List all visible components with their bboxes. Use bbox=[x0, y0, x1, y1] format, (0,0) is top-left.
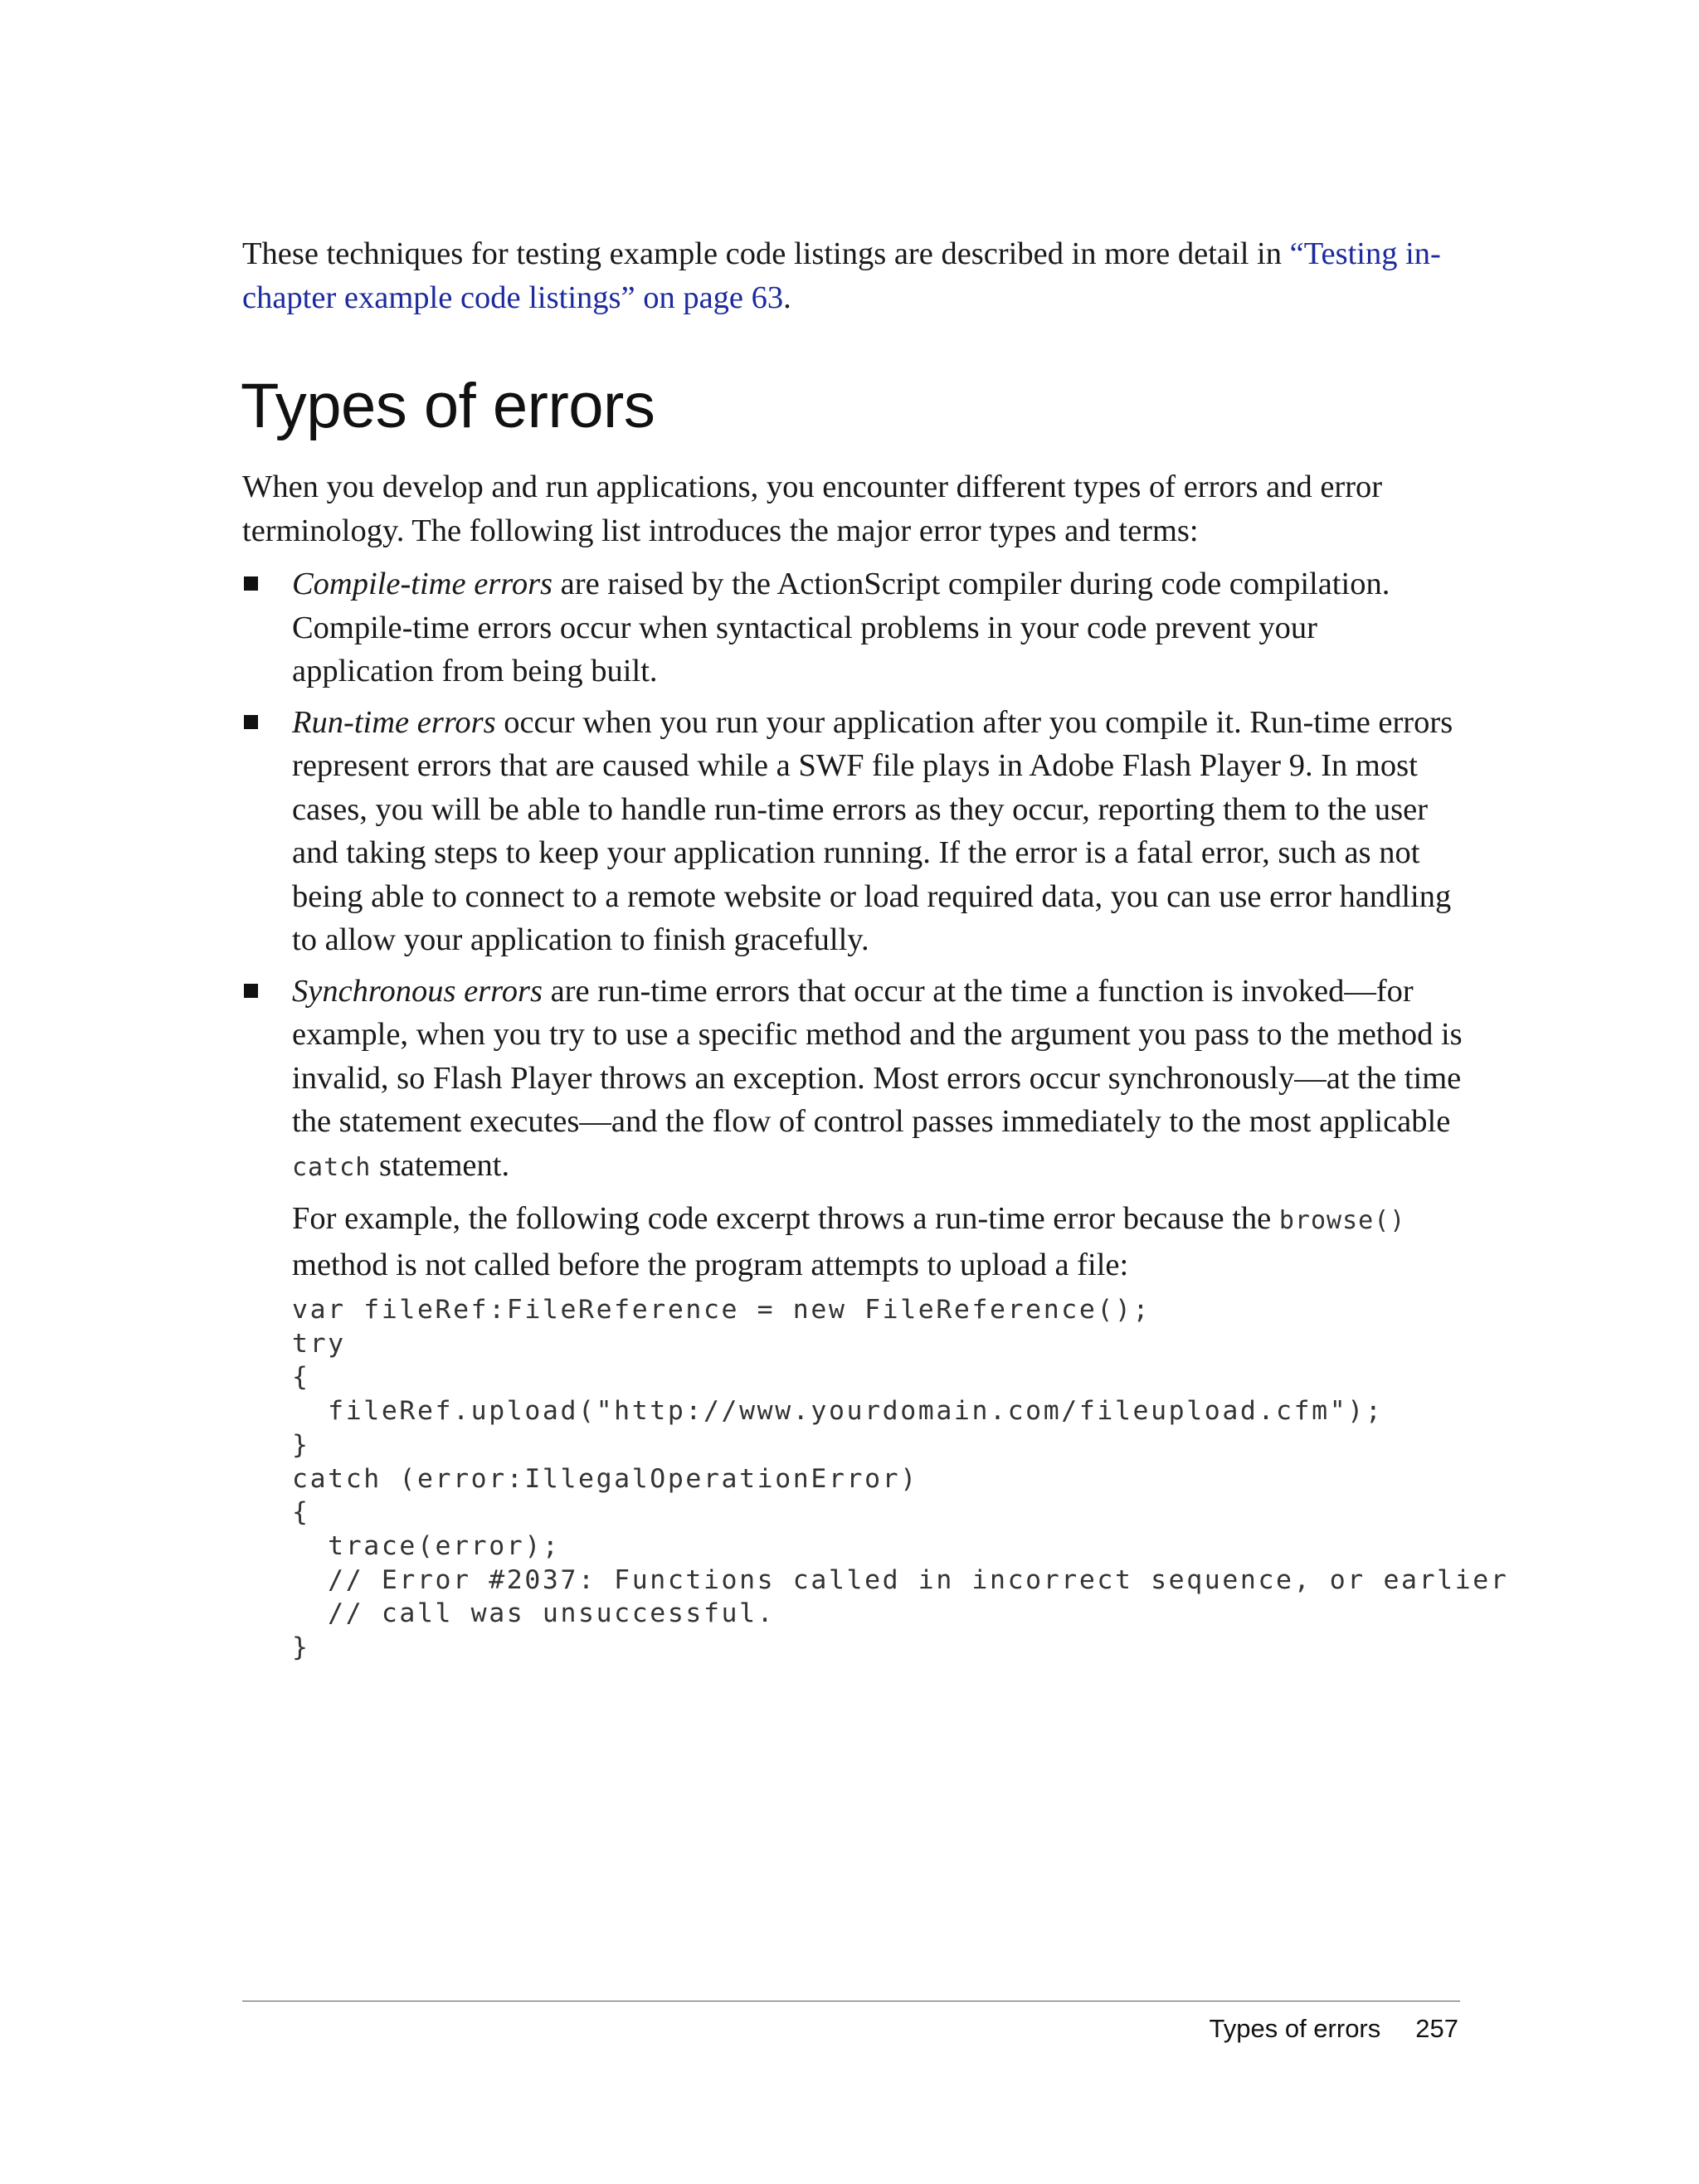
bullet-square-icon bbox=[244, 715, 258, 729]
code-line: // call was unsuccessful. bbox=[292, 1598, 776, 1629]
list-item-run-time bbox=[242, 701, 1463, 962]
example-end: method is not called before the program attempts to upload a file: bbox=[292, 1247, 1129, 1282]
list-item-synchronous bbox=[242, 970, 1509, 1665]
body-paragraph: When you develop and run applications, you encounter different types of errors and error terminology. The following list introduces the major error types and terms: bbox=[242, 469, 1383, 548]
code-line: } bbox=[292, 1429, 310, 1460]
bullet-square-icon bbox=[244, 576, 258, 591]
code-listing bbox=[292, 1293, 1509, 1665]
intro-end: . bbox=[783, 280, 791, 315]
code-line: catch (error:IllegalOperationError) bbox=[292, 1463, 918, 1494]
page-number: 257 bbox=[1415, 2014, 1458, 2043]
code-line: { bbox=[292, 1497, 310, 1528]
code-line: try bbox=[292, 1328, 346, 1359]
intro-paragraph bbox=[242, 232, 1462, 319]
error-types-list bbox=[242, 562, 1509, 1672]
code-line: } bbox=[292, 1632, 310, 1663]
code-line: // Error #2037: Functions called in incorrect sequence, or earlier bbox=[292, 1564, 1509, 1595]
section-heading: Types of errors bbox=[241, 371, 655, 441]
list-item-compile-time bbox=[242, 562, 1463, 693]
footer-section-title: Types of errors bbox=[1209, 2014, 1381, 2043]
page-footer bbox=[1210, 2012, 1458, 2045]
example-text: For example, the following code excerpt throws a run-time error because the bbox=[292, 1201, 1279, 1236]
cross-reference-link[interactable]: “Testing in-chapter example code listings” on page 63 bbox=[242, 236, 1441, 315]
example-paragraph bbox=[292, 1197, 1463, 1287]
list-item-text: are raised by the ActionScript compiler during code compilation. Compile-time errors occur when syntactical problems in your code prevent your application from being built. bbox=[292, 567, 1390, 688]
term-synchronous: Synchronous errors bbox=[292, 973, 543, 1009]
intro-text: These techniques for testing example code listings are described in more detail in bbox=[242, 236, 1290, 271]
inline-code-browse: browse() bbox=[1278, 1206, 1406, 1235]
term-run-time: Run-time errors bbox=[292, 704, 496, 740]
code-line: var fileRef:FileReference = new FileReference(); bbox=[292, 1295, 1151, 1325]
code-line: trace(error); bbox=[292, 1530, 561, 1561]
term-compile-time: Compile-time errors bbox=[292, 567, 553, 601]
code-line: fileRef.upload("http://www.yourdomain.com/fileupload.cfm"); bbox=[292, 1396, 1384, 1427]
inline-code-catch: catch bbox=[292, 1152, 372, 1182]
list-item-end: statement. bbox=[371, 1147, 510, 1183]
code-line: { bbox=[292, 1362, 310, 1393]
bullet-square-icon bbox=[244, 984, 258, 998]
list-item-text: occur when you run your application after you compile it. Run-time errors represent errors that are caused while a SWF file plays in Adobe Flash Player 9. In most cases, you will be able to handle run-time errors as they occur, reporting them to the user and taking steps to keep your application running. If the error is a fatal error, such as not being able to connect to a remote website or load required data, you can use error handling to allow your application to finish gracefully. bbox=[292, 704, 1453, 957]
list-item-text: are run-time errors that occur at the time a function is invoked—for example, when you try to use a specific method and the argument you pass to the method is invalid, so Flash Player throws an exception. Most errors occur synchronously—at the time the statement executes—and the flow of control passes immediately to the most applicable bbox=[292, 973, 1463, 1139]
footer-rule bbox=[242, 2001, 1460, 2002]
